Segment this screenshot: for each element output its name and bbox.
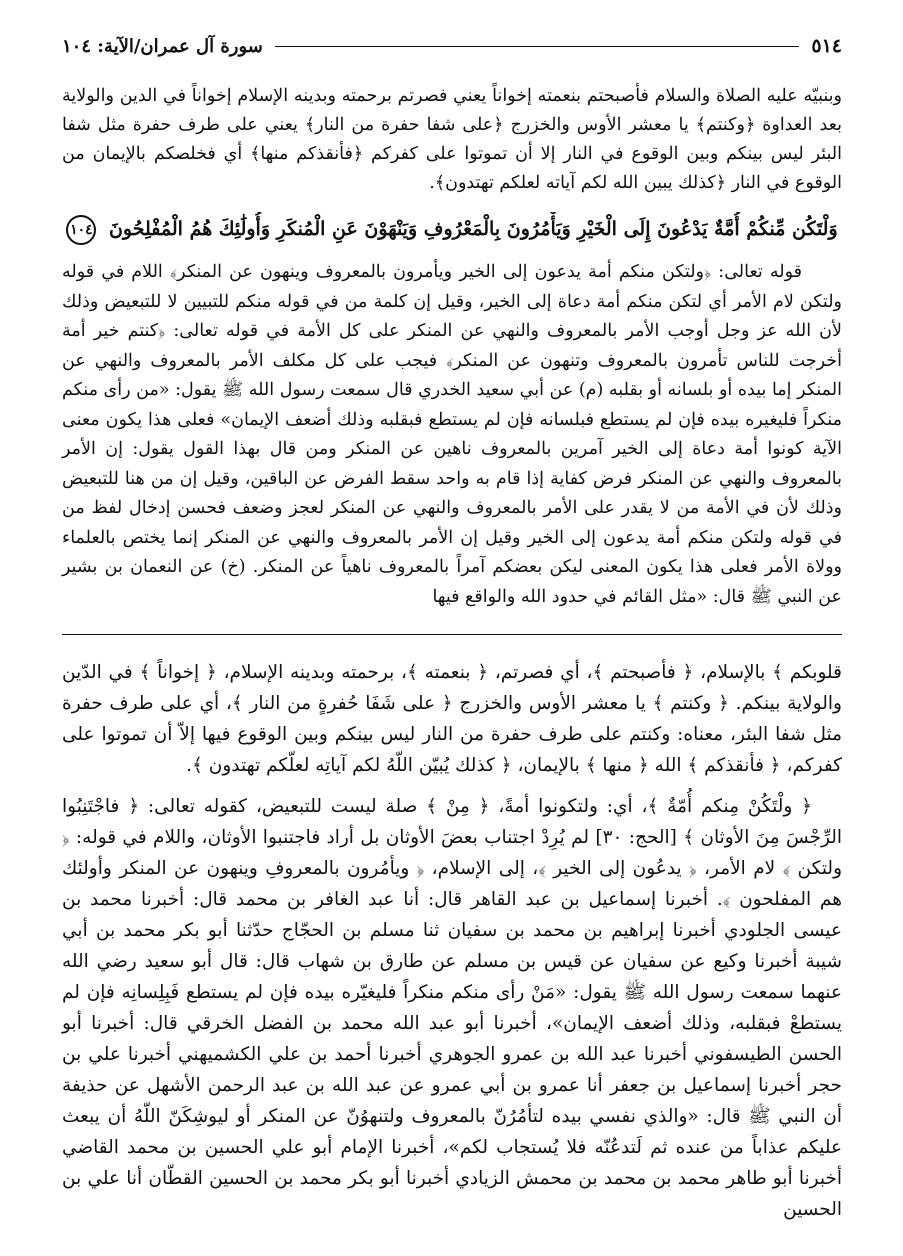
commentary-paragraph: قوله تعالى: ﴿ولتكن منكم أمة يدعون إلى الخير ويأمرون بالمعروف وينهون عن المنكر﴾ اللام في قوله ولتكن لام الأمر أي لتكن منكم أمة دعاة إلى الخير، وقيل إن كلمة من في قوله منكم للتبيين لا للتبعيض وذلك لأن الله عز وجل أوجب الأمر بالمعروف والنهي عن المنكر على كل الأمة في قوله تعالى: ﴿كنتم خير أمة أخرجت للناس تأمرون بالمعروف وتنهون عن المنكر﴾ فيجب على كل مكلف الأمر بالمعروف والنهي عن المنكر إما بيده أو بلسانه أو بقلبه (م) عن أبي سعيد الخدري قال سمعت رسول الله ﷺ يقول: «من رأى منكم منكراً فليغيره بيده فإن لم يستطع فبلسانه فإن لم يستطع فبقلبه وذلك أضعف الإيمان» فعلى هذا يكون معنى الآية كونوا أمة دعاة إلى الخير آمرين بالمعروف ناهين عن المنكر ومن قال بهذا القول يقول: إن الأمر بالمعروف والنهي عن المنكر فرض كفاية إذا قام به واحد سقط الفرض عن الباقين، وقيل إن من هنا للتبعيض وذلك لأن في الأمة من لا يقدر على الأمر بالمعروف والنهي عن المنكر لعجز وضعف فحسن إدخال لفظ من في قوله ولتكن منكم أمة يدعون إلى الخير وقيل إن الأمر بالمعروف والنهي عن المنكر إنما يختص بالعلماء وولاة الأمر فعلى هذا يكون المعنى ليكن بعضكم آمراً بالمعروف ناهياً عن المنكر. (خ) عن النعمان بن بشير عن النبي ﷺ قال: «مثل القائم في حدود الله والواقع فيها xyxy=(62,262,842,607)
quran-verse xyxy=(62,212,842,246)
section-separator xyxy=(62,634,842,635)
lower-paragraph-2: ﴿ ولْتَكُنْ مِنكم أُمّةٌ ﴾، أي: ولتكونوا أمةً، ﴿ مِنْ ﴾ صلة ليست للتبعيض، كقوله تعالى: ﴿ فاجْتَنِبُوا الرِّجْسَ مِنَ الأوثان ﴾ [الحج: ٣٠] لم يُرِدْ اجتناب بعضَ الأوثان بل أراد فاجتنبوا الأوثان، واللام في قوله: ﴿ ولتكن ﴾ لام الأمر، ﴿ يدعُون إلى الخير ﴾، إلى الإسلام، ﴿ ويأمُرون بالمعروفِ وينهون عن المنكر وأولئك هم المفلحون ﴾. أخبرنا إسماعيل بن عبد القاهر قال: أنا عبد الغافر بن محمد قال: أخبرنا محمد بن عيسى الجلودي أخبرنا إبراهيم بن محمد بن سفيان ثنا مسلم بن الحجّاج حدّثنا أبو بكر محمد بن أبي شيبة أخبرنا وكيع عن سفيان عن قيس بن مسلم عن طارق بن شهاب قال: قال أبو سعيد رضي الله عنهما سمعت رسول الله ﷺ يقول: «مَنْ رأى منكم منكراً فليغيّره بيده فإن لم يستطع فَبِلِسانِه فإن لم يستطعْ فبقلبه، وذلك أضعف الإيمان»، أخبرنا أبو عبد الله محمد بن الفضل الخرقي قال: أخبرنا أبو الحسن الطيسفوني أخبرنا عبد الله بن عمرو الجوهري أخبرنا أحمد بن علي الكشميهني أخبرنا علي بن حجر أخبرنا إسماعيل بن جعفر أنا عمرو بن أبي عمرو عن عبد الله بن عبد الرحمن الأشهل عن حذيفة أن النبي ﷺ قال: «والذي نفسي بيده لتأمُرُنّ بالمعروف ولتنهوُنّ عن المنكر أو ليوشِكَنّ اللّهُ أن يبعث عليكم عذاباً من عنده ثم لَتدعُنّه فلا يُستجاب لكم»، أخبرنا الإمام أبو علي الحسين بن محمد القاضي أخبرنا أبو طاهر محمد بن محمد بن محمش الزيادي أخبرنا أبو بكر محمد بن الحسين القطّان أنا علي بن الحسين xyxy=(62,796,842,1220)
header-rule xyxy=(275,46,800,47)
verse-text: وَلْتَكُن مِّنكُمْ أُمَّةٌ يَدْعُونَ إِلَى الْخَيْرِ وَيَأْمُرُونَ بِالْمَعْرُوفِ وَيَنْهَوْنَ عَنِ الْمُنكَرِ وَأُولَٰئِكَ هُمُ الْمُفْلِحُونَ xyxy=(108,218,838,240)
page-header xyxy=(62,30,842,62)
lower-paragraph-1: قلوبكم ﴾ بالإسلام، ﴿ فأصبحتم ﴾، أي فصرتم، ﴿ بنعمته ﴾، برحمته وبدينه الإسلام، ﴿ إخواناً ﴾ في الدّين والولاية بينكم. ﴿ وكنتم ﴾ يا معشر الأوس والخزرج ﴿ على شَفَا حُفرةٍ من النار ﴾، أي على طرف حفرة مثل شفا البئر، معناه: وكنتم على طرف حفرة من النار ليس بينكم وبين الوقوع فيها إلاّ أن تموتوا على كفركم، ﴿ فأنقذكم ﴾ الله ﴿ منها ﴾ بالإيمان، ﴿ كذلك يُبيّن اللّهُ لكم آياتِه لعلّكم تهتدون ﴾. xyxy=(62,662,842,776)
book-page xyxy=(62,30,842,1230)
upper-commentary-continuation xyxy=(62,82,842,198)
surah-title: سورة آل عمران/الآية: ١٠٤ xyxy=(62,35,263,57)
lower-commentary xyxy=(62,657,842,1225)
verse-commentary xyxy=(62,258,842,612)
verse-number-marker: ١٠٤ xyxy=(66,215,96,245)
page-number: ٥١٤ xyxy=(811,35,842,57)
upper-paragraph: وبنبيّه عليه الصلاة والسلام فأصبحتم بنعمته إخواناً يعني فصرتم برحمته وبدينه الإسلام إخواناً في الدين والولاية بعد العداوة ﴿وكنتم﴾ يا معشر الأوس والخزرج ﴿على شفا حفرة من النار﴾ يعني على طرف حفرة مثل شفا البئر ليس بينكم وبين الوقوع في النار إلا أن تموتوا على كفركم ﴿فأنقذكم منها﴾ أي فخلصكم بالإيمان من الوقوع في النار ﴿كذلك يبين الله لكم آياته لعلكم تهتدون﴾. xyxy=(62,86,842,193)
